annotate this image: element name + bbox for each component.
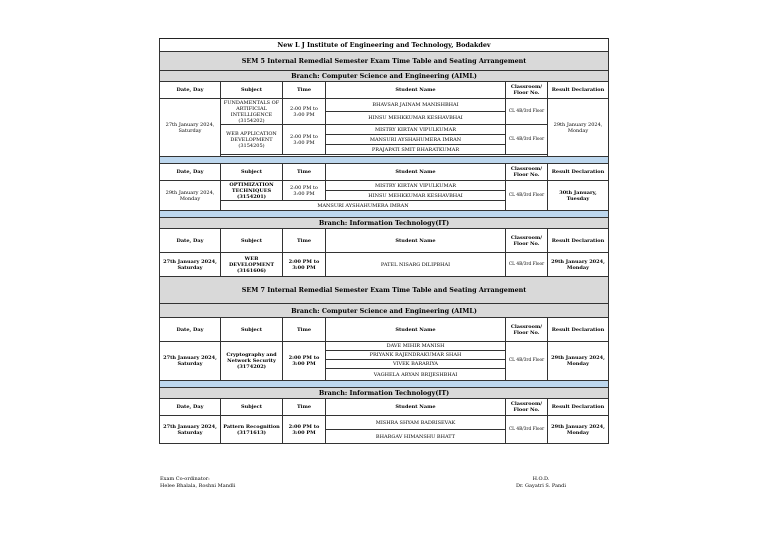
header-result: Result Declaration [548,229,609,253]
date-cell: 29th January 2024, Monday [160,181,221,211]
subject-cell: OPTIMIZATION TECHNIQUES (3154201) [221,181,283,201]
subject-cell: FUNDAMENTALS OF ARTIFICIAL INTELLIGENCE (3154202) [221,99,283,125]
sem5-it-branch: Branch: Information Technology(IT) [160,218,609,229]
header-classroom: Classroom/ Floor No. [506,229,548,253]
time-cell: 2:00 PM to 3:00 PM [283,125,326,155]
result-cell: 29th January 2024, Monday [548,416,609,444]
header-classroom: Classroom/ Floor No. [506,318,548,342]
section-divider [160,211,609,218]
coordinator-title: Exam Co-ordinator: [160,476,210,482]
student-name: HINSU MEHKKUMAR KESHAVBHAI [326,191,506,201]
header-date: Date, Day [160,318,221,342]
result-cell: 29th January 2024, Monday [548,99,609,157]
date-cell: 27th January 2024, Saturday [160,253,221,277]
sem7-it-branch: Branch: Information Technology(IT) [160,388,609,399]
header-subject: Subject [221,82,283,99]
header-result: Result Declaration [548,318,609,342]
header-result: Result Declaration [548,399,609,416]
subject-cell: Pattern Recognition (3171613) [221,416,283,444]
classroom-cell: CL 4B/3rd Floor [506,416,548,444]
time-cell: 2:00 PM to 3:00 PM [283,99,326,125]
sem5-title: SEM 5 Internal Remedial Semester Exam Time Table and Seating Arrangement [160,52,609,71]
header-result: Result Declaration [548,164,609,181]
sem5-aiml-branch: Branch: Computer Science and Engineering (AIML) [160,71,609,82]
time-cell: 2:00 PM to 3:00 PM [283,181,326,201]
student-name: DAVE MIHIR MANISH [326,342,506,351]
header-subject: Subject [221,399,283,416]
header-student: Student Name [326,164,506,181]
header-result: Result Declaration [548,82,609,99]
coordinator-names: Helee Bhalala, Roshni Mandli [160,482,236,489]
section-divider [160,157,609,164]
date-cell: 27th January 2024, Saturday [160,342,221,381]
header-date: Date, Day [160,164,221,181]
classroom-cell: CL 4B/3rd Floor [506,99,548,125]
student-name: VIVEK BARARIYA [326,360,506,369]
header-student: Student Name [326,229,506,253]
student-name: MISHRA SHYAM BADRISEVAK [326,416,506,430]
student-name: PATEL NISARG DILIPBHAI [326,253,506,277]
header-time: Time [283,399,326,416]
header-subject: Subject [221,318,283,342]
header-student: Student Name [326,82,506,99]
header-classroom: Classroom/ Floor No. [506,82,548,99]
sem7-title: SEM 7 Internal Remedial Semester Exam Time Table and Seating Arrangement [160,277,609,304]
header-subject: Subject [221,229,283,253]
section-divider [160,381,609,388]
student-name: HINSU MEHKKUMAR KESHAVBHAI [326,112,506,125]
classroom-cell: CL 4B/3rd Floor [506,342,548,381]
header-student: Student Name [326,318,506,342]
time-cell: 2:00 PM to 3:00 PM [283,253,326,277]
subject-cell: Cryptography and Network Security (3174202) [221,342,283,381]
date-cell: 27th January 2024, Saturday [160,416,221,444]
header-classroom: Classroom/ Floor No. [506,399,548,416]
header-classroom: Classroom/ Floor No. [506,164,548,181]
student-name: BHARGAV HIMANSHU BHATT [326,430,506,444]
time-cell: 2:00 PM to 3:00 PM [283,342,326,381]
header-student: Student Name [326,399,506,416]
result-cell: 29th January 2024, Monday [548,342,609,381]
result-cell: 29th January 2024, Monday [548,253,609,277]
student-name: PRIYANK RAJENDRAKUMAR SHAH [326,351,506,360]
student-name: MANSURI AYSHAHUMERA IMRAN [221,201,506,211]
header-subject: Subject [221,164,283,181]
exam-coordinator [160,476,235,489]
subject-cell: WEB APPLICATION DEVELOPMENT (3154205) [221,125,283,155]
student-name: PRAJAPATI SMIT BHARATKUMAR [326,145,506,155]
header-time: Time [283,318,326,342]
header-time: Time [283,164,326,181]
result-cell: 30th January, Tuesday [548,181,609,211]
student-name: MANSURI AYSHAHUMERA IMRAN [326,135,506,145]
header-date: Date, Day [160,82,221,99]
timetable-page [159,38,608,489]
subject-cell: WEB DEVELOPMENT (3161606) [221,253,283,277]
classroom-cell: CL 4B/3rd Floor [506,253,548,277]
time-cell: 2:00 PM to 3:00 PM [283,416,326,444]
sem7-aiml-branch: Branch: Computer Science and Engineering (AIML) [160,304,609,318]
hod-name: Dr. Gayatri S. Pandi [516,482,566,489]
institute-title: New L J Institute of Engineering and Technology, Bodakdev [160,39,609,52]
header-date: Date, Day [160,399,221,416]
header-time: Time [283,229,326,253]
classroom-cell: CL 4B/3rd Floor [506,181,548,211]
hod-signature [511,476,571,489]
header-time: Time [283,82,326,99]
timetable [159,38,609,444]
student-name: BHAVSAR JAINAM MANISHBHAI [326,99,506,112]
header-date: Date, Day [160,229,221,253]
hod-title: H.O.D. [532,476,550,482]
student-name: MISTRY KIRTAN VIPULKUMAR [326,125,506,135]
student-name: VAGHELA ARYAN BRIJESHBHAI [326,369,506,381]
student-name: MISTRY KIRTAN VIPULKUMAR [326,181,506,191]
classroom-cell: CL 4B/3rd Floor [506,125,548,155]
date-cell: 27th January 2024, Saturday [160,99,221,157]
